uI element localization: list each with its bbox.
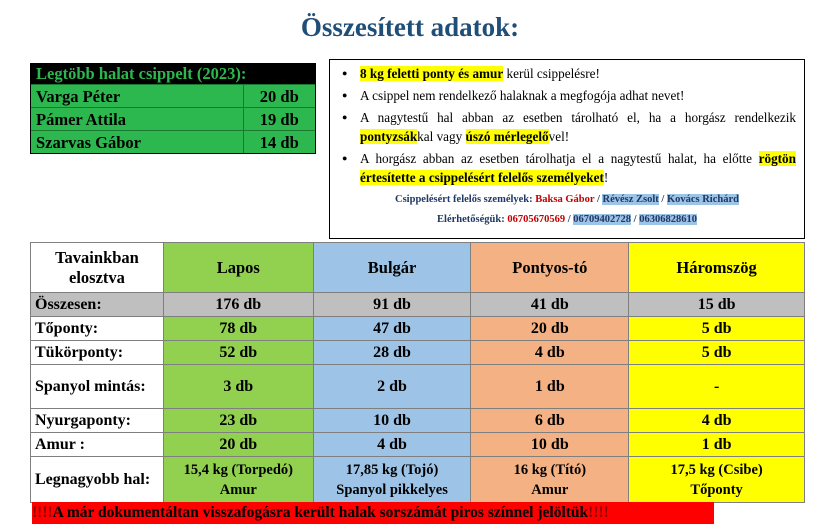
separator: / (631, 214, 640, 225)
table-cell: 4 db (471, 341, 629, 365)
phone-number: 06709402728 (573, 214, 632, 225)
separator: / (565, 214, 574, 225)
table-row (31, 457, 805, 503)
catcher-name: Varga Péter (31, 85, 244, 107)
biggest-fish-species: Tőponty (690, 481, 743, 498)
table-cell: 4 db (313, 433, 471, 457)
table-row (31, 365, 805, 409)
corner-header: Tavainkban elosztva (31, 243, 164, 293)
rule-text: A nagytestű hal abban az esetben tárolható el, ha a horgász rendelkezik (360, 110, 796, 125)
table-cell: 2 db (313, 365, 471, 409)
table-row (31, 293, 805, 317)
page-title: Összesített adatok: (300, 12, 520, 42)
rules-info-box (329, 59, 805, 239)
highlight-text: 8 kg feletti ponty és amur (360, 66, 504, 81)
rules-list (338, 64, 796, 187)
top-catcher-row (31, 84, 315, 107)
lake-header-bulgar: Bulgár (313, 243, 471, 293)
lake-header-haromszog: Háromszög (629, 243, 805, 293)
table-cell: 1 db (629, 433, 805, 457)
phone-number-highlight: 06705670569 (507, 214, 566, 225)
table-cell (471, 457, 629, 503)
top-catchers-list (30, 63, 316, 154)
table-cell: 6 db (471, 409, 629, 433)
contact-line (338, 213, 796, 227)
responsible-label: Csippelésért felelős személyek: (395, 194, 536, 205)
row-label: Nyurgaponty: (31, 409, 164, 433)
table-header-row (31, 243, 805, 293)
responsible-persons-line (338, 193, 796, 207)
row-label: Amur : (31, 433, 164, 457)
table-cell: 91 db (313, 293, 471, 317)
rule-text: vel! (548, 129, 570, 144)
row-label: Összesen: (31, 293, 164, 317)
table-cell: 23 db (163, 409, 313, 433)
person-name-highlight: Baksa Gábor (535, 194, 595, 205)
top-catcher-row (31, 130, 315, 153)
biggest-fish-weight: 16 kg (Tító) (513, 461, 587, 478)
top-catcher-row (31, 107, 315, 130)
row-label: Tőponty: (31, 317, 164, 341)
table-cell: 1 db (471, 365, 629, 409)
phone-number: 06306828610 (639, 214, 697, 225)
person-name: Révész Zsolt (602, 194, 659, 205)
table-cell: 10 db (313, 409, 471, 433)
highlight-text: rögtön értesítette a csippelésért felelős személyeket (360, 151, 796, 185)
catcher-count: 20 db (259, 87, 299, 106)
rule-text: kal vagy (417, 129, 466, 144)
table-cell: 5 db (629, 317, 805, 341)
table-cell (629, 457, 805, 503)
table-cell (163, 457, 313, 503)
rule-text: kerül csippelésre! (503, 66, 600, 81)
table-row (31, 409, 805, 433)
table-cell: 78 db (163, 317, 313, 341)
rule-item (338, 108, 796, 146)
contact-label: Elérhetőségük: (437, 214, 508, 225)
table-cell: 52 db (163, 341, 313, 365)
table-cell: 47 db (313, 317, 471, 341)
person-name: Kovács Richárd (666, 194, 739, 205)
top-catchers-heading: Legtöbb halat csippelt (2023): (31, 64, 315, 84)
exclamation-marks: !!!! (32, 504, 53, 521)
table-row (31, 317, 805, 341)
table-cell: 28 db (313, 341, 471, 365)
table-cell: 4 db (629, 409, 805, 433)
row-label: Tükörponty: (31, 341, 164, 365)
table-cell: 176 db (163, 293, 313, 317)
lake-header-pontyos-to: Pontyos-tó (471, 243, 629, 293)
catcher-count: 14 db (259, 133, 299, 152)
table-row (31, 341, 805, 365)
recapture-note-banner (32, 502, 714, 524)
row-label: Spanyol mintás: (31, 365, 164, 409)
table-cell: 10 db (471, 433, 629, 457)
biggest-fish-weight: 17,85 kg (Tojó) (345, 461, 439, 478)
table-cell: 20 db (471, 317, 629, 341)
rule-item (338, 149, 796, 187)
biggest-fish-species: Amur (219, 481, 257, 498)
highlight-text: pontyzsák (360, 129, 418, 144)
rule-item (338, 86, 796, 105)
separator: / (658, 194, 667, 205)
recapture-note-text: A már dokumentáltan visszafogásra került halak sorszámát piros színnel jelöltük (52, 504, 589, 521)
lake-header-lapos: Lapos (163, 243, 313, 293)
separator: / (594, 194, 603, 205)
rule-item (338, 64, 796, 83)
row-label: Legnagyobb hal: (31, 457, 164, 503)
table-cell: 3 db (163, 365, 313, 409)
biggest-fish-weight: 17,5 kg (Csibe) (670, 461, 763, 478)
rule-text: ! (603, 170, 609, 185)
table-cell: 41 db (471, 293, 629, 317)
rule-text: A horgász abban az esetben tárolhatja el a nagytestű halat, ha előtte (360, 151, 759, 166)
biggest-fish-weight: 15,4 kg (Torpedó) (183, 461, 294, 478)
catcher-name: Szarvas Gábor (31, 131, 244, 153)
table-row (31, 433, 805, 457)
biggest-fish-species: Spanyol pikkelyes (336, 481, 448, 498)
table-cell (313, 457, 471, 503)
table-cell: - (629, 365, 805, 409)
table-cell: 5 db (629, 341, 805, 365)
lake-distribution-table (30, 242, 805, 503)
exclamation-marks: !!!! (588, 504, 609, 521)
catcher-name: Pámer Attila (31, 108, 244, 130)
catcher-count: 19 db (259, 110, 299, 129)
biggest-fish-species: Amur (531, 481, 569, 498)
highlight-text: úszó mérlegelő (465, 129, 549, 144)
table-cell: 20 db (163, 433, 313, 457)
rule-text: A csippel nem rendelkező halaknak a megfogója adhat nevet! (360, 88, 685, 103)
table-cell: 15 db (629, 293, 805, 317)
